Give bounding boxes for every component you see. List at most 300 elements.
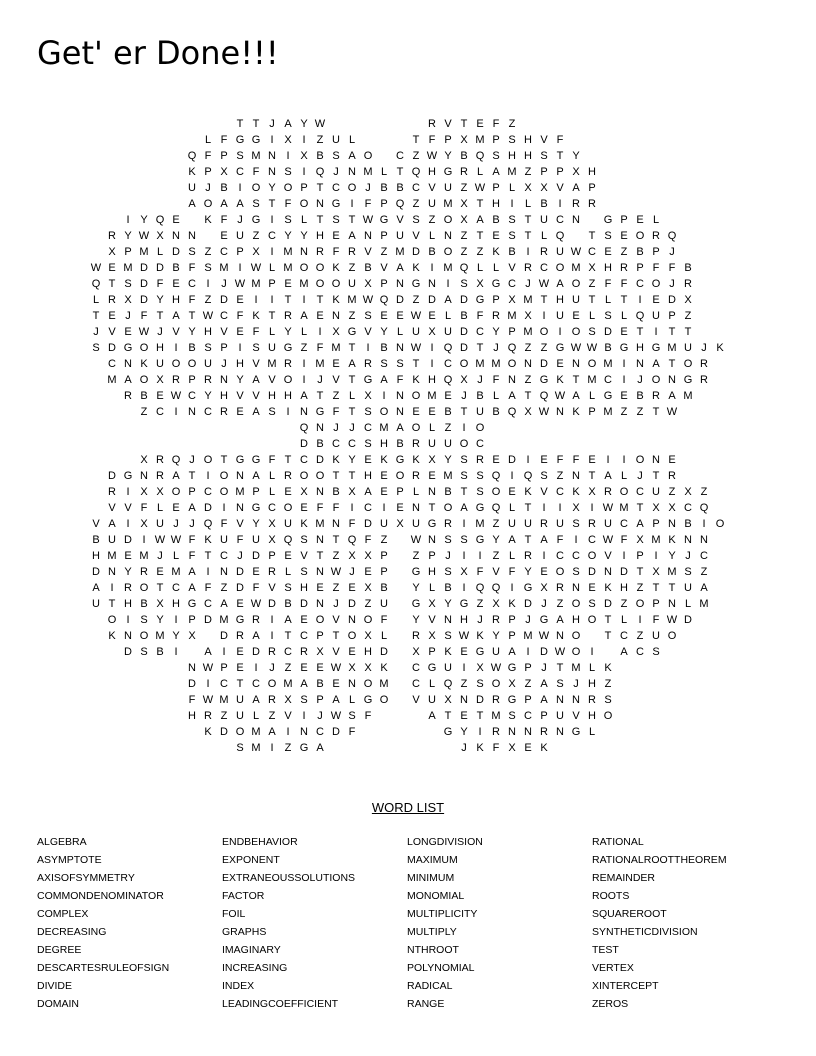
grid-row <box>88 292 728 308</box>
grid-letter: K <box>380 662 388 674</box>
grid-letter: T <box>604 630 612 642</box>
grid-letter: R <box>492 726 500 738</box>
grid-letter: F <box>140 310 148 322</box>
grid-letter: W <box>202 694 214 706</box>
grid-letter: O <box>315 278 325 290</box>
grid-letter: X <box>268 518 276 530</box>
grid-letter: R <box>556 582 564 594</box>
grid-letter: N <box>668 518 676 530</box>
grid-letter: R <box>236 630 244 642</box>
grid-letter: R <box>204 374 212 386</box>
grid-letter: C <box>220 310 228 322</box>
grid-letter: H <box>220 390 228 402</box>
word-list-item: COMPLEX <box>37 908 89 920</box>
grid-letter: O <box>571 326 581 338</box>
grid-letter: R <box>540 246 548 258</box>
grid-letter: R <box>700 374 708 386</box>
grid-letter: J <box>685 550 691 562</box>
grid-letter: F <box>476 566 484 578</box>
grid-letter: K <box>444 646 452 658</box>
grid-letter: F <box>348 726 356 738</box>
grid-letter: F <box>236 310 244 322</box>
grid-letter: B <box>364 262 372 274</box>
grid-letter: U <box>380 518 388 530</box>
grid-letter: X <box>412 646 420 658</box>
grid-letter: N <box>396 342 404 354</box>
grid-letter: I <box>430 358 434 370</box>
grid-letter: T <box>332 630 340 642</box>
grid-row <box>88 372 728 388</box>
grid-letter: N <box>556 694 564 706</box>
grid-letter: J <box>541 662 547 674</box>
grid-letter: O <box>139 374 149 386</box>
grid-letter: T <box>652 470 660 482</box>
grid-letter: R <box>588 694 596 706</box>
grid-letter: T <box>316 182 324 194</box>
grid-letter: D <box>172 246 180 258</box>
grid-letter: X <box>156 486 164 498</box>
grid-letter: R <box>460 166 468 178</box>
grid-letter: J <box>237 214 243 226</box>
word-list-item: ASYMPTOTE <box>37 854 102 866</box>
grid-letter: E <box>396 502 404 514</box>
grid-letter: S <box>252 198 260 210</box>
grid-letter: T <box>524 230 532 242</box>
word-list-item: ENDBEHAVIOR <box>222 836 298 848</box>
grid-letter: Z <box>508 118 516 130</box>
grid-letter: N <box>220 566 228 578</box>
grid-letter: T <box>348 470 356 482</box>
grid-letter: A <box>284 118 292 130</box>
grid-letter: S <box>204 342 212 354</box>
grid-letter: I <box>174 646 178 658</box>
grid-letter: M <box>507 166 517 178</box>
grid-letter: Z <box>412 198 420 210</box>
grid-letter: U <box>236 230 244 242</box>
grid-letter: L <box>508 550 516 562</box>
grid-letter: Z <box>524 166 532 178</box>
grid-letter: A <box>252 470 260 482</box>
grid-letter: W <box>314 118 326 130</box>
grid-letter: V <box>300 550 308 562</box>
grid-letter: I <box>702 518 706 530</box>
grid-letter: G <box>539 614 549 626</box>
grid-letter: J <box>269 118 275 130</box>
grid-letter: M <box>219 614 229 626</box>
grid-letter: B <box>476 390 484 402</box>
grid-letter: Z <box>620 598 628 610</box>
grid-letter: S <box>124 278 132 290</box>
grid-letter: R <box>300 646 308 658</box>
grid-letter: I <box>238 182 242 194</box>
grid-letter: Y <box>188 326 196 338</box>
grid-letter: Y <box>380 326 388 338</box>
grid-letter: S <box>652 646 660 658</box>
grid-letter: B <box>636 390 644 402</box>
grid-letter: P <box>220 662 228 674</box>
word-list-item: RADICAL <box>407 980 453 992</box>
grid-letter: H <box>300 582 308 594</box>
grid-letter: A <box>396 422 404 434</box>
grid-letter: D <box>300 598 308 610</box>
grid-letter: H <box>268 390 276 402</box>
grid-letter: H <box>524 150 532 162</box>
grid-letter: Y <box>412 582 420 594</box>
grid-letter: T <box>620 294 628 306</box>
grid-letter: Z <box>460 246 468 258</box>
grid-letter: T <box>524 214 532 226</box>
grid-letter: A <box>428 710 436 722</box>
grid-letter: N <box>652 454 660 466</box>
grid-letter: O <box>139 630 149 642</box>
grid-letter: T <box>92 310 100 322</box>
grid-row <box>88 148 728 164</box>
grid-letter: O <box>299 198 309 210</box>
grid-letter: E <box>236 294 244 306</box>
grid-letter: T <box>316 550 324 562</box>
grid-letter: Z <box>460 678 468 690</box>
grid-letter: X <box>524 406 532 418</box>
grid-letter: F <box>252 326 260 338</box>
grid-letter: O <box>555 262 565 274</box>
grid-letter: Z <box>636 406 644 418</box>
grid-letter: O <box>571 598 581 610</box>
grid-letter: P <box>316 630 324 642</box>
grid-letter: U <box>652 630 660 642</box>
grid-letter: M <box>235 486 245 498</box>
grid-letter: N <box>300 406 308 418</box>
grid-letter: I <box>126 214 130 226</box>
grid-letter: Y <box>172 630 180 642</box>
grid-letter: C <box>220 678 228 690</box>
grid-letter: U <box>236 694 244 706</box>
grid-letter: W <box>410 310 422 322</box>
grid-letter: N <box>316 598 324 610</box>
grid-letter: X <box>572 166 580 178</box>
grid-letter: P <box>556 166 564 178</box>
grid-letter: J <box>669 278 675 290</box>
grid-letter: O <box>459 438 469 450</box>
grid-letter: D <box>92 566 100 578</box>
grid-letter: J <box>317 374 323 386</box>
grid-row <box>88 740 728 756</box>
grid-letter: F <box>396 374 404 386</box>
grid-letter: N <box>316 486 324 498</box>
grid-letter: O <box>443 214 453 226</box>
grid-letter: O <box>379 406 389 418</box>
grid-letter: O <box>299 262 309 274</box>
grid-letter: I <box>462 518 466 530</box>
grid-letter: R <box>348 246 356 258</box>
grid-letter: S <box>364 310 372 322</box>
grid-row <box>88 516 728 532</box>
grid-letter: G <box>395 454 405 466</box>
grid-letter: K <box>332 454 340 466</box>
grid-letter: W <box>90 262 102 274</box>
grid-letter: O <box>635 230 645 242</box>
grid-letter: C <box>476 326 484 338</box>
grid-letter: J <box>189 454 195 466</box>
grid-letter: Y <box>300 230 308 242</box>
grid-letter: P <box>268 278 276 290</box>
grid-letter: N <box>364 230 372 242</box>
grid-letter: D <box>204 502 212 514</box>
grid-letter: D <box>140 262 148 274</box>
grid-letter: M <box>523 630 533 642</box>
grid-letter: O <box>587 550 597 562</box>
grid-letter: Y <box>492 630 500 642</box>
grid-letter: R <box>124 582 132 594</box>
grid-letter: V <box>364 326 372 338</box>
grid-letter: L <box>396 326 404 338</box>
grid-letter: M <box>299 278 309 290</box>
grid-letter: G <box>507 694 517 706</box>
grid-letter: T <box>220 454 228 466</box>
grid-letter: S <box>508 134 516 146</box>
grid-letter: T <box>268 310 276 322</box>
word-list-heading: WORD LIST <box>371 800 445 815</box>
grid-row <box>88 212 728 228</box>
grid-letter: C <box>268 230 276 242</box>
grid-letter: G <box>555 342 565 354</box>
grid-letter: F <box>620 278 628 290</box>
grid-letter: J <box>333 166 339 178</box>
grid-letter: T <box>332 534 340 546</box>
grid-letter: N <box>348 614 356 626</box>
grid-letter: L <box>348 694 356 706</box>
grid-letter: O <box>475 422 485 434</box>
grid-letter: U <box>108 534 116 546</box>
grid-letter: A <box>540 534 548 546</box>
grid-letter: G <box>427 662 437 674</box>
grid-letter: D <box>220 726 228 738</box>
grid-letter: L <box>588 390 596 402</box>
grid-letter: L <box>348 134 356 146</box>
grid-letter: U <box>444 326 452 338</box>
grid-letter: M <box>475 134 485 146</box>
grid-letter: Z <box>364 598 372 610</box>
grid-letter: E <box>108 310 116 322</box>
grid-letter: J <box>205 182 211 194</box>
grid-letter: Z <box>524 678 532 690</box>
grid-letter: M <box>139 246 149 258</box>
grid-letter: S <box>460 454 468 466</box>
grid-letter: Z <box>412 150 420 162</box>
grid-letter: F <box>492 118 500 130</box>
grid-row <box>88 532 728 548</box>
grid-letter: Y <box>140 214 148 226</box>
word-list-item: RANGE <box>407 998 445 1010</box>
grid-letter: C <box>412 678 420 690</box>
grid-letter: W <box>602 534 614 546</box>
word-list-item: DECREASING <box>37 926 107 938</box>
grid-letter: V <box>92 518 100 530</box>
grid-letter: F <box>604 278 612 290</box>
grid-letter: O <box>251 182 261 194</box>
grid-letter: O <box>139 342 149 354</box>
grid-letter: Z <box>636 630 644 642</box>
grid-letter: A <box>316 742 324 754</box>
grid-letter: B <box>636 246 644 258</box>
grid-letter: P <box>188 374 196 386</box>
grid-letter: Q <box>411 166 421 178</box>
grid-letter: K <box>332 294 340 306</box>
grid-letter: N <box>428 534 436 546</box>
grid-letter: I <box>542 310 546 322</box>
grid-letter: S <box>572 518 580 530</box>
grid-letter: D <box>412 246 420 258</box>
grid-letter: D <box>604 598 612 610</box>
grid-letter: I <box>462 550 466 562</box>
grid-letter: U <box>652 310 660 322</box>
grid-letter: N <box>700 534 708 546</box>
grid-row <box>88 308 728 324</box>
grid-letter: R <box>604 486 612 498</box>
grid-letter: C <box>636 486 644 498</box>
grid-letter: I <box>302 710 306 722</box>
grid-letter: I <box>622 374 626 386</box>
grid-letter: W <box>138 326 150 338</box>
grid-letter: J <box>157 550 163 562</box>
grid-letter: M <box>171 566 181 578</box>
grid-letter: T <box>668 582 676 594</box>
grid-letter: S <box>476 486 484 498</box>
grid-letter: P <box>508 326 516 338</box>
grid-letter: W <box>330 566 342 578</box>
grid-letter: D <box>364 518 372 530</box>
grid-letter: C <box>636 278 644 290</box>
grid-letter: A <box>268 726 276 738</box>
grid-letter: J <box>669 246 675 258</box>
grid-letter: V <box>236 518 244 530</box>
grid-letter: J <box>541 598 547 610</box>
grid-letter: H <box>572 614 580 626</box>
grid-letter: R <box>412 470 420 482</box>
grid-letter: K <box>716 342 724 354</box>
grid-letter: X <box>652 502 660 514</box>
grid-letter: H <box>364 470 372 482</box>
grid-letter: E <box>428 406 436 418</box>
grid-letter: A <box>668 390 676 402</box>
grid-letter: S <box>332 150 340 162</box>
grid-letter: D <box>268 598 276 610</box>
grid-letter: Q <box>347 534 357 546</box>
grid-letter: A <box>220 198 228 210</box>
grid-letter: C <box>588 246 596 258</box>
grid-letter: A <box>556 614 564 626</box>
grid-letter: W <box>234 278 246 290</box>
grid-letter: O <box>459 358 469 370</box>
grid-letter: W <box>362 214 374 226</box>
grid-letter: G <box>475 294 485 306</box>
grid-letter: Z <box>492 550 500 562</box>
grid-letter: Z <box>620 246 628 258</box>
grid-letter: V <box>268 374 276 386</box>
grid-letter: M <box>155 630 165 642</box>
grid-letter: A <box>172 470 180 482</box>
grid-letter: B <box>172 262 180 274</box>
grid-letter: M <box>395 246 405 258</box>
grid-letter: P <box>588 182 596 194</box>
grid-letter: C <box>172 582 180 594</box>
grid-letter: O <box>363 614 373 626</box>
grid-letter: T <box>556 662 564 674</box>
grid-letter: F <box>556 534 564 546</box>
grid-letter: V <box>220 326 228 338</box>
grid-letter: C <box>604 374 612 386</box>
grid-letter: I <box>446 278 450 290</box>
grid-letter: O <box>315 262 325 274</box>
grid-letter: L <box>300 326 308 338</box>
grid-letter: C <box>220 246 228 258</box>
grid-letter: L <box>348 390 356 402</box>
grid-letter: F <box>188 294 196 306</box>
grid-letter: T <box>476 230 484 242</box>
grid-row <box>88 452 728 468</box>
grid-letter: L <box>620 310 628 322</box>
grid-letter: D <box>236 566 244 578</box>
grid-letter: P <box>620 214 628 226</box>
grid-letter: N <box>316 422 324 434</box>
grid-row <box>88 628 728 644</box>
grid-letter: L <box>508 182 516 194</box>
grid-letter: A <box>700 582 708 594</box>
grid-letter: I <box>382 502 386 514</box>
grid-letter: M <box>491 358 501 370</box>
grid-letter: Z <box>220 582 228 594</box>
grid-letter: L <box>524 198 532 210</box>
grid-letter: J <box>125 310 131 322</box>
grid-letter: P <box>668 310 676 322</box>
grid-letter: B <box>684 518 692 530</box>
grid-letter: T <box>348 374 356 386</box>
grid-letter: O <box>283 182 293 194</box>
grid-letter: M <box>283 262 293 274</box>
grid-letter: X <box>460 374 468 386</box>
grid-letter: Z <box>476 246 484 258</box>
grid-letter: Q <box>91 278 101 290</box>
grid-letter: I <box>302 166 306 178</box>
grid-letter: P <box>316 694 324 706</box>
grid-letter: V <box>604 550 612 562</box>
grid-letter: E <box>396 310 404 322</box>
grid-letter: B <box>540 198 548 210</box>
grid-letter: T <box>204 550 212 562</box>
grid-letter: X <box>348 550 356 562</box>
grid-letter: F <box>204 582 212 594</box>
grid-letter: M <box>267 358 277 370</box>
grid-letter: I <box>430 342 434 354</box>
grid-letter: L <box>540 230 548 242</box>
grid-letter: G <box>379 214 389 226</box>
grid-letter: O <box>667 630 677 642</box>
grid-letter: E <box>652 294 660 306</box>
grid-letter: V <box>428 614 436 626</box>
grid-letter: R <box>492 614 500 626</box>
grid-row <box>88 644 728 660</box>
grid-letter: P <box>380 230 388 242</box>
page-title: Get' er Done!!! <box>37 34 279 72</box>
grid-letter: G <box>251 454 261 466</box>
grid-letter: E <box>492 454 500 466</box>
grid-letter: T <box>668 358 676 370</box>
grid-letter: G <box>315 406 325 418</box>
grid-letter: S <box>460 534 468 546</box>
grid-letter: E <box>364 566 372 578</box>
grid-letter: A <box>300 390 308 402</box>
grid-letter: L <box>252 710 260 722</box>
grid-letter: E <box>332 678 340 690</box>
